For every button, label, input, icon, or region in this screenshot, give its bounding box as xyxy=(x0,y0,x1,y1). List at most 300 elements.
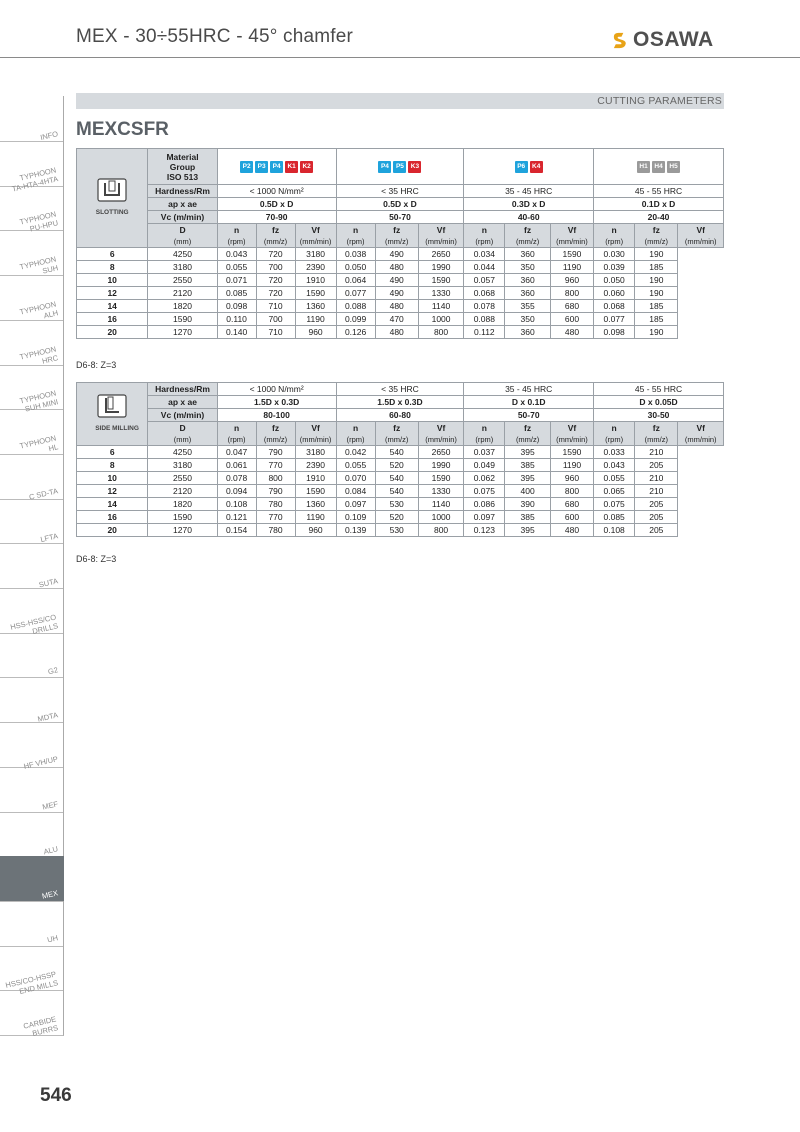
table-cell: 480 xyxy=(550,524,593,537)
col-header-fz xyxy=(375,422,418,446)
col-header-n-unit: (rpm) xyxy=(475,434,494,444)
col-header-fz-unit: (mm/z) xyxy=(385,236,409,246)
table-cell: 600 xyxy=(550,313,593,326)
col-header-n-title: n xyxy=(233,224,240,235)
sidebar-item-info[interactable] xyxy=(0,96,64,142)
col-header-fz-unit: (mm/z) xyxy=(263,434,288,444)
table-cell: 0.088 xyxy=(464,313,505,326)
table-cell: 540 xyxy=(375,472,418,485)
table-cell: 480 xyxy=(550,326,593,339)
sidebar-item-label: TYPHOON PU-HPU xyxy=(18,209,59,234)
table-cell: 800 xyxy=(550,485,593,498)
sidebar-item-hss-co-hssp-end-mills[interactable] xyxy=(0,945,64,996)
material-chip-p2: P2 xyxy=(240,161,253,173)
col-header-d xyxy=(148,422,217,446)
sidebar-item-label: MEF xyxy=(41,799,59,812)
col-header-n xyxy=(217,224,256,248)
col-header-fz-title: fz xyxy=(271,224,280,235)
table-cell: 2120 xyxy=(148,485,217,498)
sidebar-item-label: G2 xyxy=(47,665,59,677)
table-cell: 0.049 xyxy=(464,459,505,472)
sidebar-item-alu[interactable] xyxy=(0,811,64,857)
table-cell: 3180 xyxy=(295,446,336,459)
sidebar-item-label: SUTA xyxy=(37,575,59,589)
side-milling-label: SIDE MILLING xyxy=(95,425,139,432)
table-cell: 0.055 xyxy=(336,459,375,472)
sidebar-item-carbide-burrs[interactable] xyxy=(0,990,64,1036)
vc-value: 80-100 xyxy=(217,409,336,422)
hardness-value: < 1000 N/mm² xyxy=(217,185,336,198)
table-row xyxy=(77,326,724,339)
table-cell: 0.085 xyxy=(594,511,635,524)
table-cell: 400 xyxy=(505,485,550,498)
col-header-fz xyxy=(505,422,550,446)
table-cell: 1990 xyxy=(418,459,463,472)
table-cell: 0.042 xyxy=(336,446,375,459)
table-cell: 205 xyxy=(635,511,678,524)
table-row xyxy=(77,524,724,537)
table-cell: 2550 xyxy=(148,274,217,287)
col-header-n-unit: (rpm) xyxy=(227,236,246,246)
table-cell: 185 xyxy=(635,313,678,326)
sidebar-item-hf-vh-up[interactable] xyxy=(0,722,64,772)
col-header-fz-unit: (mm/z) xyxy=(644,434,668,444)
hardness-value: < 35 HRC xyxy=(336,383,464,396)
table-cell: 790 xyxy=(256,446,295,459)
table-cell: 0.038 xyxy=(336,248,375,261)
logo-text: OSAWA xyxy=(633,28,714,51)
table-cell: 3180 xyxy=(148,261,217,274)
ap-ae-header: ap x ae xyxy=(148,198,217,211)
table-cell: 680 xyxy=(550,498,593,511)
table-cell: 530 xyxy=(375,524,418,537)
table-cell: 185 xyxy=(635,300,678,313)
sidebar-item-c-sd-ta[interactable] xyxy=(0,454,64,500)
material-chip-k1: K1 xyxy=(285,161,298,173)
table-cell: 4250 xyxy=(148,248,217,261)
col-header-vf xyxy=(550,224,593,248)
table-cell: 395 xyxy=(505,446,550,459)
sidebar-item-typhoon-ta-hta-4hta[interactable] xyxy=(0,141,64,193)
ap-ae-value: 0.5D x D xyxy=(217,198,336,211)
table-cell: 1590 xyxy=(295,485,336,498)
table-cell: 0.078 xyxy=(217,472,256,485)
table-cell: 0.121 xyxy=(217,511,256,524)
table-cell: 520 xyxy=(375,511,418,524)
vc-value: 50-70 xyxy=(464,409,594,422)
col-header-fz xyxy=(375,224,418,248)
table-cell: 1820 xyxy=(148,300,217,313)
table-row xyxy=(77,313,724,326)
table-cell: 520 xyxy=(375,459,418,472)
table-cell: 1140 xyxy=(418,300,463,313)
table-cell: 0.043 xyxy=(217,248,256,261)
ap-ae-value: 0.3D x D xyxy=(464,198,594,211)
slotting-note: D6-8: Z=3 xyxy=(76,360,117,370)
column-header-row xyxy=(77,422,724,446)
table-cell: 360 xyxy=(505,287,550,300)
diameter-cell: 6 xyxy=(77,446,148,459)
sidebar-item-label: ALU xyxy=(42,843,59,856)
table-cell: 480 xyxy=(375,326,418,339)
slotting-data-rows xyxy=(77,248,724,339)
material-chip-h4: H4 xyxy=(652,161,665,173)
material-chip-k3: K3 xyxy=(408,161,421,173)
table-cell: 0.037 xyxy=(464,446,505,459)
col-header-n-title: n xyxy=(481,422,487,433)
material-chips-group-3 xyxy=(464,149,594,185)
sidebar-item-typhoon-hrc[interactable] xyxy=(0,320,64,366)
sidebar-item-typhoon-pu-hpu[interactable] xyxy=(0,185,64,234)
table-cell: 0.070 xyxy=(336,472,375,485)
table-row xyxy=(77,261,724,274)
sidebar-item-typhoon-suh[interactable] xyxy=(0,230,64,276)
table-row xyxy=(77,485,724,498)
table-cell: 1990 xyxy=(418,261,463,274)
table-cell: 1590 xyxy=(418,472,463,485)
table-cell: 0.126 xyxy=(336,326,375,339)
table-cell: 1590 xyxy=(550,446,593,459)
table-cell: 0.060 xyxy=(594,287,635,300)
table-cell: 1590 xyxy=(295,287,336,300)
col-header-vf xyxy=(418,422,463,446)
table-cell: 1330 xyxy=(418,485,463,498)
col-header-n-title: n xyxy=(352,224,359,235)
sidebar-item-label: TYPHOON SUH MINI xyxy=(18,388,59,414)
sidebar-item-label: HSS-HSS/CO DRILLS xyxy=(9,612,59,636)
col-header-fz xyxy=(505,224,550,248)
table-cell: 480 xyxy=(375,261,418,274)
table-cell: 1910 xyxy=(295,472,336,485)
table-cell: 190 xyxy=(635,326,678,339)
table-cell: 0.123 xyxy=(464,524,505,537)
col-header-vf xyxy=(678,224,724,248)
ap-ae-value: 1.5D x 0.3D xyxy=(217,396,336,409)
table-cell: 0.108 xyxy=(217,498,256,511)
col-header-fz-unit: (mm/z) xyxy=(515,434,540,444)
col-header-vf-unit: (mm/min) xyxy=(684,434,717,444)
table-row xyxy=(77,248,724,261)
sidebar-item-typhoon-alh[interactable] xyxy=(0,275,64,321)
sidebar-item-label: TYPHOON ALH xyxy=(18,299,59,320)
material-chip-p3: P3 xyxy=(255,161,268,173)
table-cell: 960 xyxy=(295,524,336,537)
table-cell: 0.099 xyxy=(336,313,375,326)
table-cell: 0.050 xyxy=(594,274,635,287)
sidebar-item-label: TYPHOON HL xyxy=(18,433,59,453)
table-cell: 1190 xyxy=(550,459,593,472)
table-cell: 0.077 xyxy=(336,287,375,300)
col-header-n-title: n xyxy=(611,422,617,433)
sidebar-item-label: MDTA xyxy=(36,709,59,724)
table-cell: 530 xyxy=(375,498,418,511)
table-cell: 0.061 xyxy=(217,459,256,472)
table-cell: 385 xyxy=(505,459,550,472)
col-header-n-unit: (rpm) xyxy=(605,236,624,246)
col-header-fz xyxy=(256,422,295,446)
table-cell: 0.065 xyxy=(594,485,635,498)
col-header-n-title: n xyxy=(481,224,487,235)
diameter-cell: 12 xyxy=(77,485,148,498)
table-cell: 0.062 xyxy=(464,472,505,485)
col-header-n-title: n xyxy=(352,422,359,433)
sidebar-item-typhoon-hl[interactable] xyxy=(0,409,64,455)
ap-ae-value: 0.5D x D xyxy=(336,198,464,211)
table-row xyxy=(77,511,724,524)
col-header-n xyxy=(594,422,635,446)
page-number: 546 xyxy=(40,1085,72,1106)
table-cell: 210 xyxy=(635,485,678,498)
ap-ae-value: D x 0.1D xyxy=(464,396,594,409)
col-header-n-unit: (rpm) xyxy=(227,434,246,444)
table-cell: 1590 xyxy=(418,274,463,287)
side-milling-note: D6-8: Z=3 xyxy=(76,554,117,564)
table-cell: 395 xyxy=(505,524,550,537)
vc-header: Vc (m/min) xyxy=(148,409,217,422)
header-divider xyxy=(0,57,800,58)
material-chip-h5: H5 xyxy=(667,161,680,173)
table-cell: 800 xyxy=(256,472,295,485)
table-cell: 185 xyxy=(635,261,678,274)
table-row xyxy=(77,287,724,300)
sidebar-item-typhoon-suh-mini[interactable] xyxy=(0,364,64,414)
col-header-fz-title: fz xyxy=(524,422,532,433)
col-header-fz-title: fz xyxy=(393,224,401,235)
table-cell: 360 xyxy=(505,274,550,287)
sidebar-item-label: CARBIDE BURRS xyxy=(22,1014,59,1038)
osawa-logo xyxy=(611,28,714,52)
diameter-cell: 20 xyxy=(77,524,148,537)
product-title: MEXCSFR xyxy=(76,119,169,140)
col-header-vf-title: Vf xyxy=(436,422,446,433)
table-cell: 210 xyxy=(635,472,678,485)
table-cell: 0.068 xyxy=(594,300,635,313)
col-header-n-unit: (rpm) xyxy=(346,236,365,246)
col-header-fz-title: fz xyxy=(652,224,660,235)
side-milling-operation-cell xyxy=(77,383,148,446)
table-cell: 1190 xyxy=(550,261,593,274)
slotting-parameters-table xyxy=(76,148,724,339)
col-header-n xyxy=(464,224,505,248)
table-cell: 720 xyxy=(256,248,295,261)
sidebar-item-g2[interactable] xyxy=(0,632,64,678)
table-cell: 700 xyxy=(256,313,295,326)
col-header-d-unit: (mm) xyxy=(173,236,192,246)
diameter-cell: 16 xyxy=(77,511,148,524)
table-cell: 490 xyxy=(375,248,418,261)
table-cell: 490 xyxy=(375,274,418,287)
slotting-label: SLOTTING xyxy=(95,209,129,216)
sidebar-item-lfta[interactable] xyxy=(0,498,64,544)
table-cell: 2550 xyxy=(148,472,217,485)
table-cell: 3180 xyxy=(148,459,217,472)
vc-header: Vc (m/min) xyxy=(148,211,217,224)
table-cell: 1270 xyxy=(148,524,217,537)
table-cell: 0.075 xyxy=(464,485,505,498)
table-cell: 0.097 xyxy=(464,511,505,524)
hardness-header: Hardness/Rm xyxy=(148,383,217,396)
col-header-vf xyxy=(295,224,336,248)
table-cell: 385 xyxy=(505,511,550,524)
table-cell: 540 xyxy=(375,485,418,498)
material-chip-k4: K4 xyxy=(530,161,543,173)
col-header-vf-unit: (mm/min) xyxy=(425,236,457,246)
col-header-fz-title: fz xyxy=(393,422,401,433)
table-cell: 0.140 xyxy=(217,326,256,339)
table-cell: 0.088 xyxy=(336,300,375,313)
sidebar-item-label: HF VH/UP xyxy=(22,754,59,772)
table-cell: 790 xyxy=(256,485,295,498)
table-cell: 720 xyxy=(256,287,295,300)
table-cell: 0.044 xyxy=(464,261,505,274)
col-header-fz-title: fz xyxy=(524,224,532,235)
table-cell: 800 xyxy=(418,326,463,339)
table-cell: 2390 xyxy=(295,459,336,472)
col-header-fz-unit: (mm/z) xyxy=(644,236,668,246)
material-group-header: Material Group ISO 513 xyxy=(148,149,217,185)
table-cell: 710 xyxy=(256,300,295,313)
side-milling-data-rows xyxy=(77,446,724,537)
table-cell: 0.139 xyxy=(336,524,375,537)
col-header-vf-unit: (mm/min) xyxy=(556,236,588,246)
sidebar-item-label: MEX xyxy=(41,888,59,902)
col-header-vf xyxy=(550,422,593,446)
sidebar-item-mdta[interactable] xyxy=(0,677,64,723)
table-cell: 1190 xyxy=(295,511,336,524)
vc-value: 60-80 xyxy=(336,409,464,422)
table-cell: 680 xyxy=(550,300,593,313)
table-cell: 720 xyxy=(256,274,295,287)
col-header-fz xyxy=(256,224,295,248)
col-header-vf-title: Vf xyxy=(567,224,577,235)
col-header-fz-title: fz xyxy=(652,422,660,433)
vc-value: 70-90 xyxy=(217,211,336,224)
table-cell: 480 xyxy=(375,300,418,313)
col-header-d-title: D xyxy=(179,224,186,235)
table-cell: 770 xyxy=(256,511,295,524)
sidebar-item-mex[interactable] xyxy=(0,856,64,902)
table-cell: 960 xyxy=(295,326,336,339)
sidebar-item-mef[interactable] xyxy=(0,767,64,813)
col-header-vf xyxy=(295,422,336,446)
diameter-cell: 16 xyxy=(77,313,148,326)
material-chip-p4: P4 xyxy=(378,161,391,173)
table-cell: 2390 xyxy=(295,261,336,274)
table-cell: 2650 xyxy=(418,446,463,459)
slotting-operation-cell xyxy=(77,149,148,248)
table-cell: 205 xyxy=(635,524,678,537)
col-header-n-unit: (rpm) xyxy=(346,434,365,444)
col-header-n-unit: (rpm) xyxy=(475,236,494,246)
table-cell: 0.039 xyxy=(594,261,635,274)
table-cell: 1000 xyxy=(418,313,463,326)
table-cell: 0.154 xyxy=(217,524,256,537)
sidebar-item-label: TYPHOON SUH xyxy=(18,254,59,276)
col-header-n xyxy=(217,422,256,446)
vc-value: 50-70 xyxy=(336,211,464,224)
sidebar-item-label: TYPHOON HRC xyxy=(18,343,59,365)
diameter-cell: 10 xyxy=(77,274,148,287)
table-cell: 360 xyxy=(505,326,550,339)
sidebar-item-label: INFO xyxy=(39,128,59,142)
material-chips-group-2 xyxy=(336,149,464,185)
table-cell: 0.034 xyxy=(464,248,505,261)
table-cell: 4250 xyxy=(148,446,217,459)
table-cell: 0.047 xyxy=(217,446,256,459)
table-row xyxy=(77,459,724,472)
col-header-fz-unit: (mm/z) xyxy=(263,236,288,246)
table-cell: 470 xyxy=(375,313,418,326)
diameter-cell: 10 xyxy=(77,472,148,485)
ap-ae-value: 1.5D x 0.3D xyxy=(336,396,464,409)
table-cell: 0.071 xyxy=(217,274,256,287)
col-header-fz xyxy=(635,422,678,446)
table-cell: 960 xyxy=(550,274,593,287)
sidebar-item-suta[interactable] xyxy=(0,543,64,589)
sidebar-item-label: TYPHOON TA-HTA-4HTA xyxy=(10,165,59,193)
table-cell: 1270 xyxy=(148,326,217,339)
table-cell: 2120 xyxy=(148,287,217,300)
sidebar-item-label: HSS/CO-HSSP END MILLS xyxy=(4,969,59,996)
col-header-n-unit: (rpm) xyxy=(605,434,624,444)
table-cell: 700 xyxy=(256,261,295,274)
page-title: MEX - 30÷55HRC - 45° chamfer xyxy=(76,26,354,47)
col-header-vf-title: Vf xyxy=(696,422,705,433)
table-cell: 0.084 xyxy=(336,485,375,498)
col-header-vf-title: Vf xyxy=(311,224,320,235)
col-header-d xyxy=(148,224,217,248)
diameter-cell: 14 xyxy=(77,498,148,511)
col-header-n xyxy=(336,422,375,446)
material-chip-p6: P6 xyxy=(515,161,528,173)
table-cell: 710 xyxy=(256,326,295,339)
table-cell: 0.110 xyxy=(217,313,256,326)
col-header-vf-unit: (mm/min) xyxy=(556,434,588,444)
sidebar-item-label: LFTA xyxy=(39,531,59,544)
table-cell: 1590 xyxy=(148,313,217,326)
sidebar-item-uh[interactable] xyxy=(0,901,64,947)
vc-value: 30-50 xyxy=(594,409,724,422)
table-cell: 190 xyxy=(635,287,678,300)
col-header-vf-unit: (mm/min) xyxy=(299,434,332,444)
table-cell: 1000 xyxy=(418,511,463,524)
col-header-fz-unit: (mm/z) xyxy=(385,434,409,444)
sidebar-item-hss-hss-co-drills[interactable] xyxy=(0,588,64,634)
table-cell: 960 xyxy=(550,472,593,485)
table-cell: 0.112 xyxy=(464,326,505,339)
material-chip-k2: K2 xyxy=(300,161,313,173)
table-cell: 1360 xyxy=(295,300,336,313)
col-header-vf-title: Vf xyxy=(436,224,446,235)
hardness-value: 45 - 55 HRC xyxy=(594,185,724,198)
table-cell: 0.078 xyxy=(464,300,505,313)
table-row xyxy=(77,498,724,511)
table-cell: 0.094 xyxy=(217,485,256,498)
diameter-cell: 14 xyxy=(77,300,148,313)
table-cell: 0.098 xyxy=(594,326,635,339)
table-cell: 1590 xyxy=(550,248,593,261)
table-cell: 0.057 xyxy=(464,274,505,287)
diameter-cell: 12 xyxy=(77,287,148,300)
table-cell: 780 xyxy=(256,524,295,537)
table-cell: 0.098 xyxy=(217,300,256,313)
col-header-d-title: D xyxy=(179,422,186,433)
table-cell: 205 xyxy=(635,498,678,511)
table-cell: 1820 xyxy=(148,498,217,511)
side-milling-icon xyxy=(95,394,139,434)
table-row xyxy=(77,274,724,287)
table-cell: 770 xyxy=(256,459,295,472)
